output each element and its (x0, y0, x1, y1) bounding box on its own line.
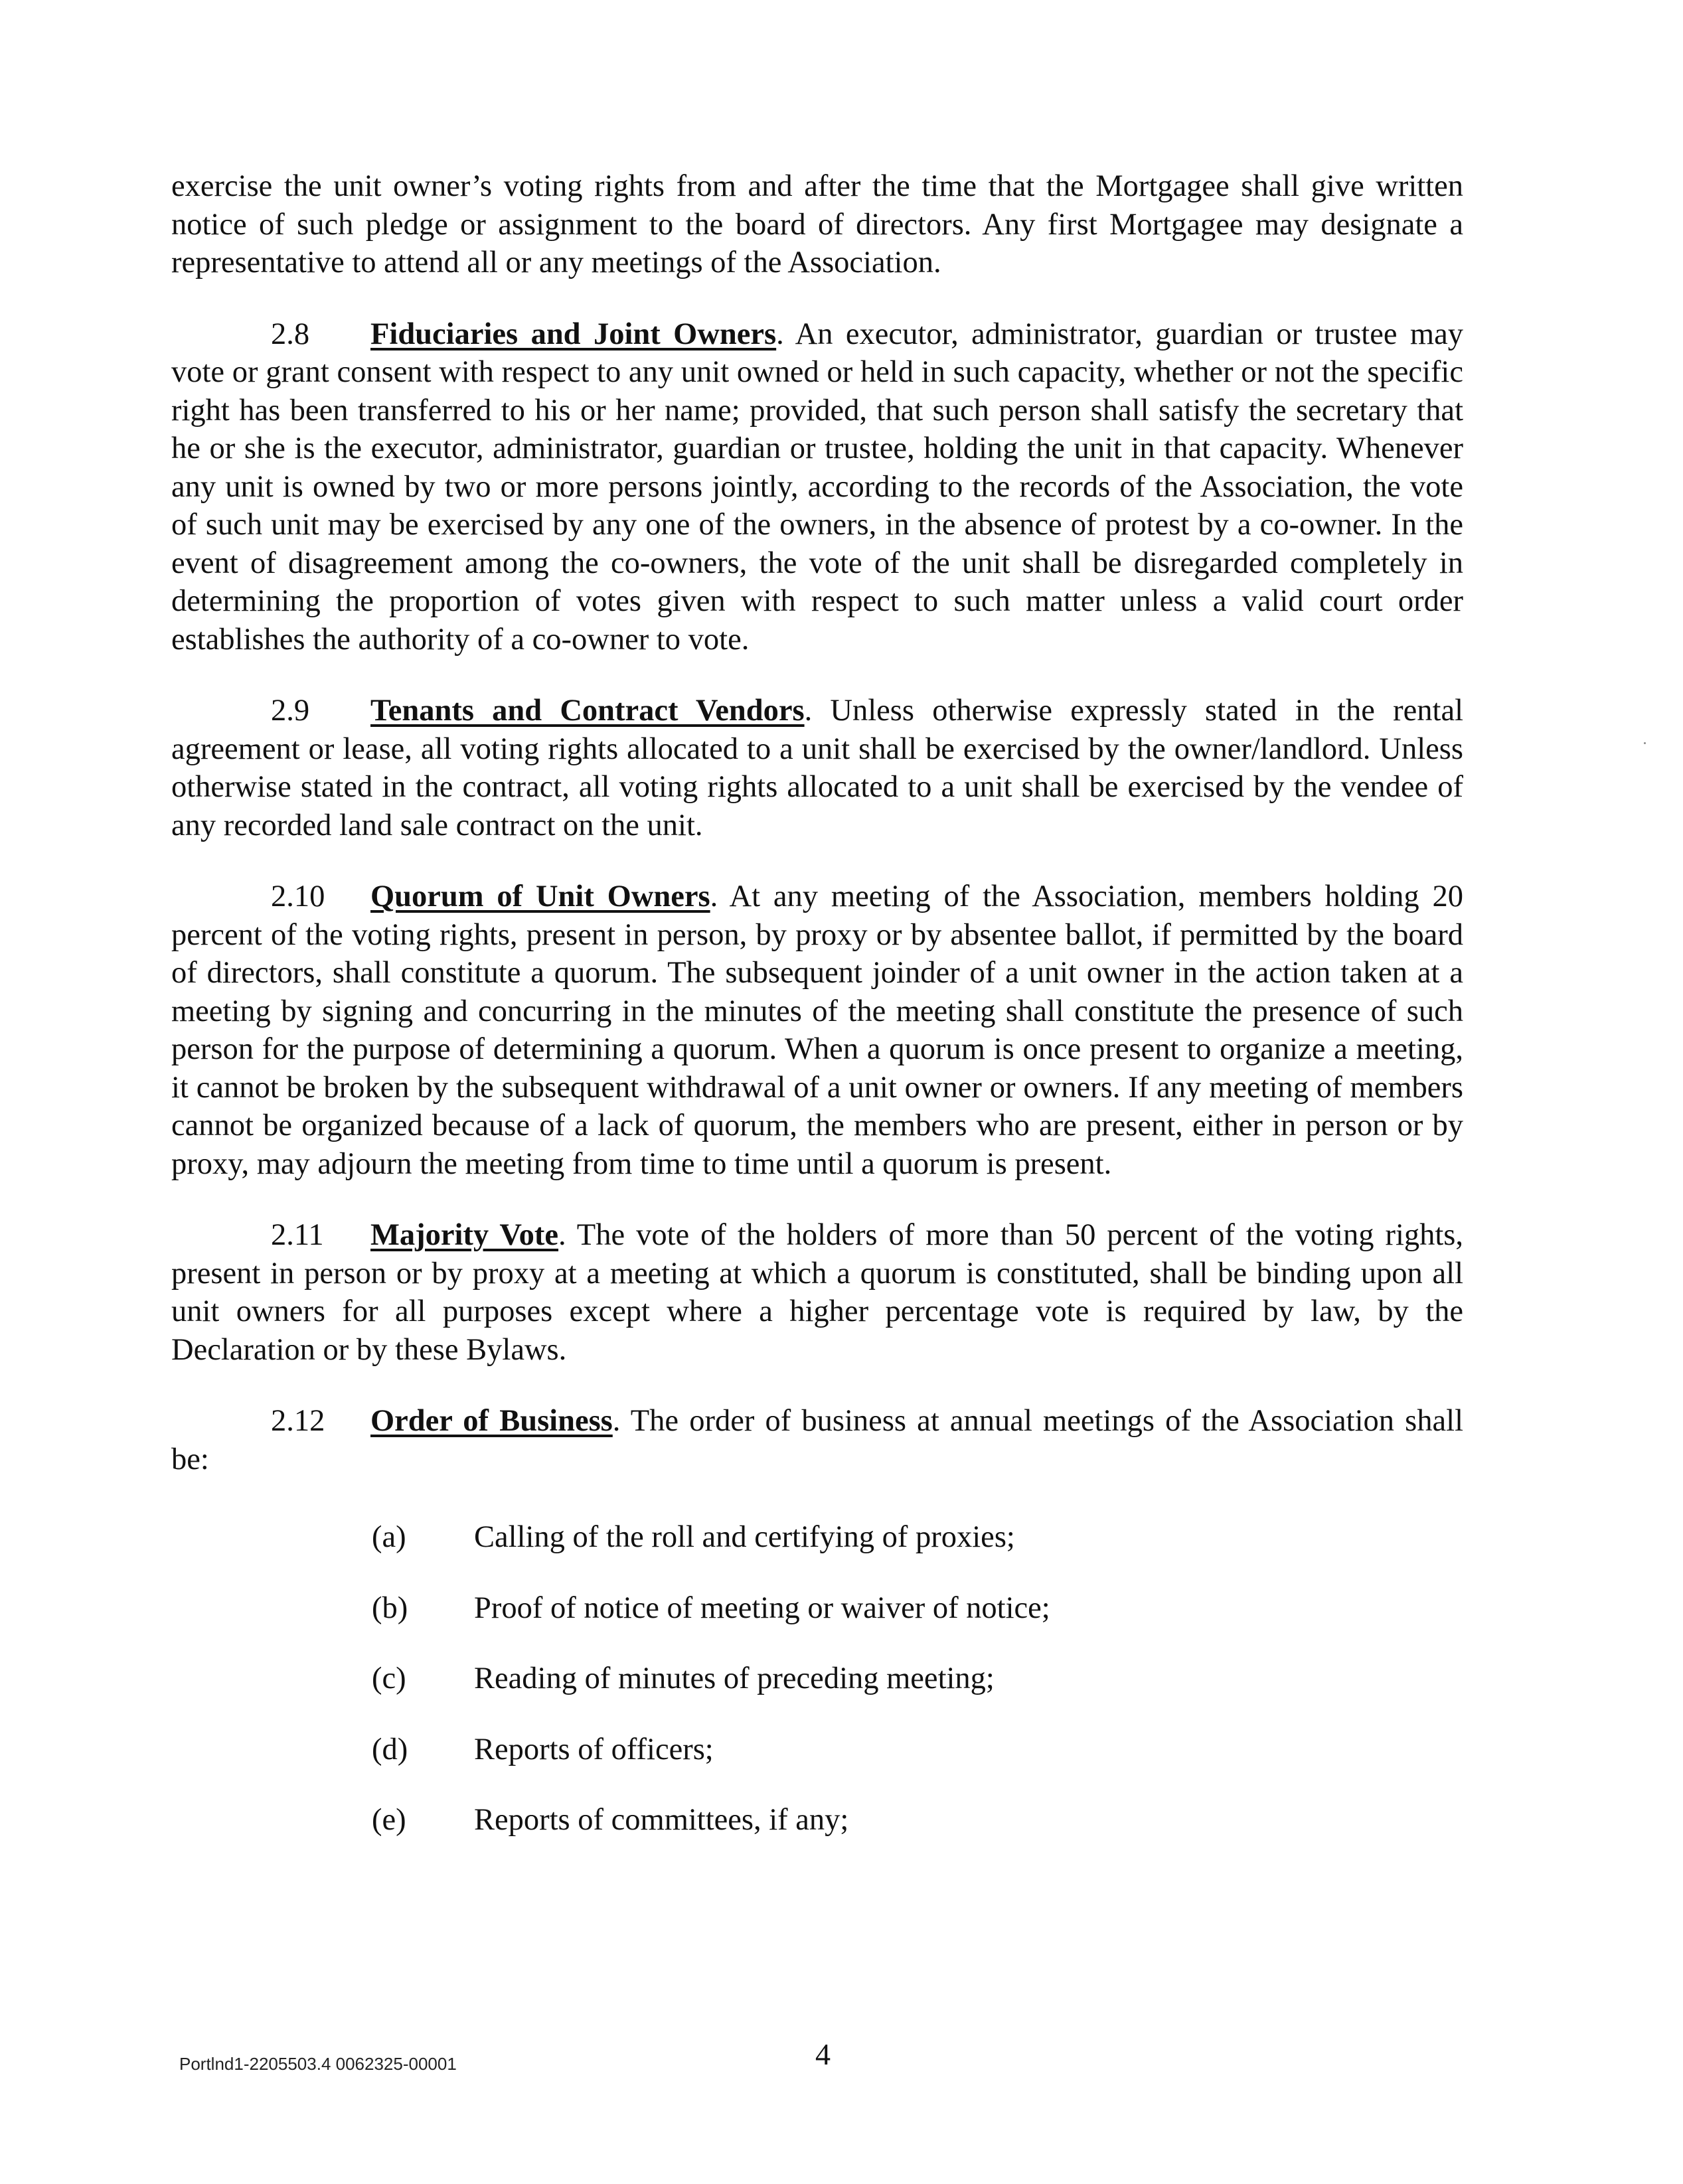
section-heading: Tenants and Contract Vendors (370, 694, 805, 728)
list-item (171, 1660, 1463, 1698)
item-text: Reports of officers; (474, 1732, 714, 1766)
intro-paragraph: exercise the unit owner’s voting rights from and after the time that the Mortgagee shall give written notice of such pledge or assignment to the board of directors. Any first Mortgagee may designate a representative to attend all or any meetings of the Association. (171, 169, 1463, 279)
section-2-10 (171, 878, 1463, 1183)
item-label: (b) (372, 1591, 408, 1625)
section-number: 2.11 (271, 1218, 324, 1252)
item-text: Proof of notice of meeting or waiver of notice; (474, 1591, 1050, 1625)
section-text: . The vote of the holders of more than 50 percent of the voting rights, present in person or by proxy at a meeting at which a quorum is constituted, shall be binding upon all unit owners for all purposes except where a higher percentage vote is required by law, by the Declaration or by these Bylaws. (171, 1218, 1464, 1367)
section-heading: Quorum of Unit Owners (370, 880, 710, 913)
section-heading: Majority Vote (370, 1218, 559, 1252)
section-text: . An executor, administrator, guardian or trustee may vote or grant consent with respect to any unit owned or held in such capacity, whether or not the specific right has been transferred to his or her name; provided, that such person shall satisfy the secretary that he or she is the executor, administrator, guardian or trustee, holding the unit in that capacity. Whenever any unit is owned by two or more persons jointly, according to the records of the Association, the vote of such unit may be exercised by any one of the owners, in the absence of protest by a co-owner. In the event of disagreement among the co-owners, the vote of the unit shall be disregarded completely in determining the proportion of votes given with respect to such matter unless a valid court order establishes the authority of a co-owner to vote. (171, 317, 1463, 657)
document-body (171, 167, 1463, 1872)
section-number: 2.10 (271, 880, 325, 913)
section-heading: Order of Business (370, 1404, 613, 1438)
section-text: . Unless otherwise expressly stated in the rental agreement or lease, all voting rights allocated to a unit shall be exercised by the owner/landlord. Unless otherwise stated in the contract, all voting rights allocated to a unit shall be exercised by the vendee of any recorded land sale contract on the unit. (171, 694, 1463, 842)
item-label: (c) (372, 1662, 406, 1695)
section-text: . At any meeting of the Association, members holding 20 percent of the voting rights, present in person, by proxy or by absentee ballot, if permitted by the board of directors, shall constitute a quorum. The subsequent joinder of a unit owner in the action taken at a meeting by signing and concurring in the minutes of the meeting shall constitute the presence of such person for the purpose of determining a quorum. When a quorum is once present to organize a meeting, it cannot be broken by the subsequent withdrawal of a unit owner or owners. If any meeting of members cannot be organized because of a lack of quorum, the members who are present, either in person or by proxy, may adjourn the meeting from time to time until a quorum is present. (171, 880, 1463, 1181)
order-of-business-list (171, 1518, 1463, 1839)
list-item (171, 1589, 1463, 1628)
item-text: Calling of the roll and certifying of proxies; (474, 1520, 1015, 1554)
section-2-8 (171, 315, 1463, 659)
section-number: 2.9 (271, 694, 310, 728)
list-item (171, 1518, 1463, 1557)
section-heading: Fiduciaries and Joint Owners (370, 317, 777, 351)
section-number: 2.8 (271, 317, 310, 351)
section-number: 2.12 (271, 1404, 325, 1438)
item-text: Reading of minutes of preceding meeting; (474, 1662, 995, 1695)
section-2-11 (171, 1216, 1463, 1369)
footer-document-id: Portlnd1-2205503.4 0062325-00001 (179, 2054, 457, 2074)
section-text: . The order of business at annual meetings of the Association shall be: (171, 1404, 1463, 1476)
item-label: (d) (372, 1732, 408, 1766)
item-label: (a) (372, 1520, 406, 1554)
list-item (171, 1731, 1463, 1769)
list-item (171, 1801, 1463, 1839)
section-2-12 (171, 1402, 1463, 1478)
item-text: Reports of committees, if any; (474, 1803, 849, 1837)
page-number: 4 (815, 2037, 831, 2071)
section-2-9 (171, 692, 1463, 844)
scan-speck (1644, 742, 1646, 744)
item-label: (e) (372, 1803, 406, 1837)
